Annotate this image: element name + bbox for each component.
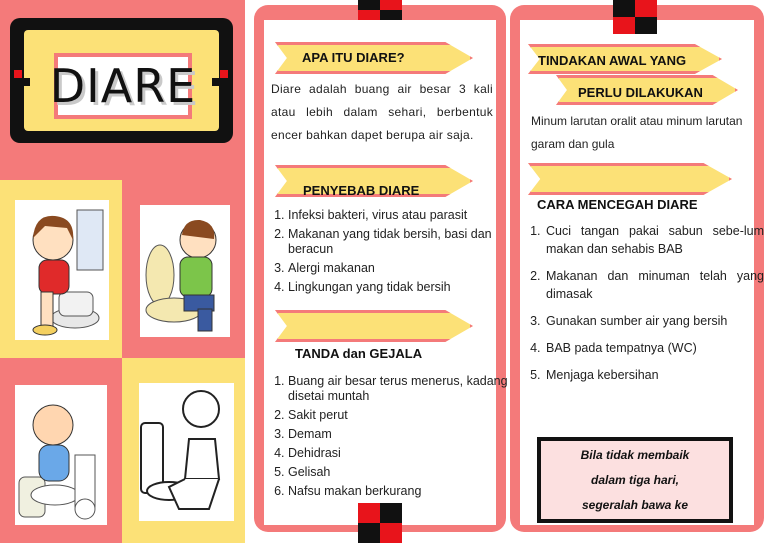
heading-tanda: TANDA dan GEJALA bbox=[295, 346, 423, 361]
note-line: segeralah bawa ke bbox=[581, 498, 689, 512]
heading-penyebab: PENYEBAB DIARE bbox=[303, 183, 420, 198]
list-item: 4. Lingkungan yang tidak bersih bbox=[288, 280, 510, 295]
heading-tindakan-2: PERLU DILAKUKAN bbox=[578, 85, 703, 100]
note-line: dalam tiga hari, bbox=[590, 473, 680, 487]
mencegah-list bbox=[528, 222, 764, 393]
heading-tindakan-1: TINDAKAN AWAL YANG bbox=[538, 53, 687, 68]
list-item: 4. Dehidrasi bbox=[288, 446, 510, 461]
apa-itu-text: Diare adalah buang air besar 3 kali atau lebih dalam sehari, berbentuk encer bahkan dapet berupa air saja. bbox=[271, 82, 493, 142]
heading-arrow bbox=[528, 163, 732, 195]
list-item: 3. Gunakan sumber air yang bersih bbox=[544, 312, 764, 330]
decor-square bbox=[22, 78, 30, 86]
heading-arrow bbox=[275, 310, 473, 342]
list-item: 5. Gelisah bbox=[288, 465, 510, 480]
tindakan-text: Minum larutan oralit atau minum larutan garam dan gula bbox=[531, 114, 743, 151]
list-item: 4. BAB pada tempatnya (WC) bbox=[544, 339, 764, 357]
decor-square bbox=[14, 70, 22, 78]
list-item: 3. Demam bbox=[288, 427, 510, 442]
list-item: 2. Makanan dan minuman telah yang dimasak bbox=[544, 267, 764, 303]
list-item: 1. Cuci tangan pakai sabun sebe-lum makan dan sehabis BAB bbox=[544, 222, 764, 258]
decor-square bbox=[220, 70, 228, 78]
list-item: 5. Menjaga kebersihan bbox=[544, 366, 764, 384]
baby-potty-icon bbox=[15, 385, 107, 525]
list-item: 2. Makanan yang tidak bersih, basi dan beracun bbox=[288, 227, 510, 257]
note-text bbox=[541, 443, 729, 518]
list-item: 6. Nafsu makan berkurang bbox=[288, 484, 510, 499]
checker-decor bbox=[358, 0, 402, 20]
man-straining-icon bbox=[139, 383, 234, 521]
page-title: DIARE bbox=[49, 59, 197, 113]
title-box bbox=[49, 53, 197, 119]
boy-stomachache-icon bbox=[140, 205, 230, 337]
penyebab-list bbox=[270, 208, 510, 299]
girl-on-toilet-icon bbox=[15, 200, 109, 340]
tanda-list bbox=[270, 374, 510, 503]
heading-mencegah: CARA MENCEGAH DIARE bbox=[537, 197, 698, 212]
list-item: 3. Alergi makanan bbox=[288, 261, 510, 276]
note-line: Bila tidak membaik bbox=[580, 448, 690, 462]
checker-decor bbox=[613, 0, 657, 34]
checker-decor bbox=[358, 503, 402, 543]
decor-square bbox=[212, 78, 220, 86]
list-item: 1. Buang air besar terus menerus, kadang disetai muntah bbox=[288, 374, 510, 404]
list-item: 1. Infeksi bakteri, virus atau parasit bbox=[288, 208, 510, 223]
list-item: 2. Sakit perut bbox=[288, 408, 510, 423]
heading-apa-itu: APA ITU DIARE? bbox=[302, 50, 405, 65]
